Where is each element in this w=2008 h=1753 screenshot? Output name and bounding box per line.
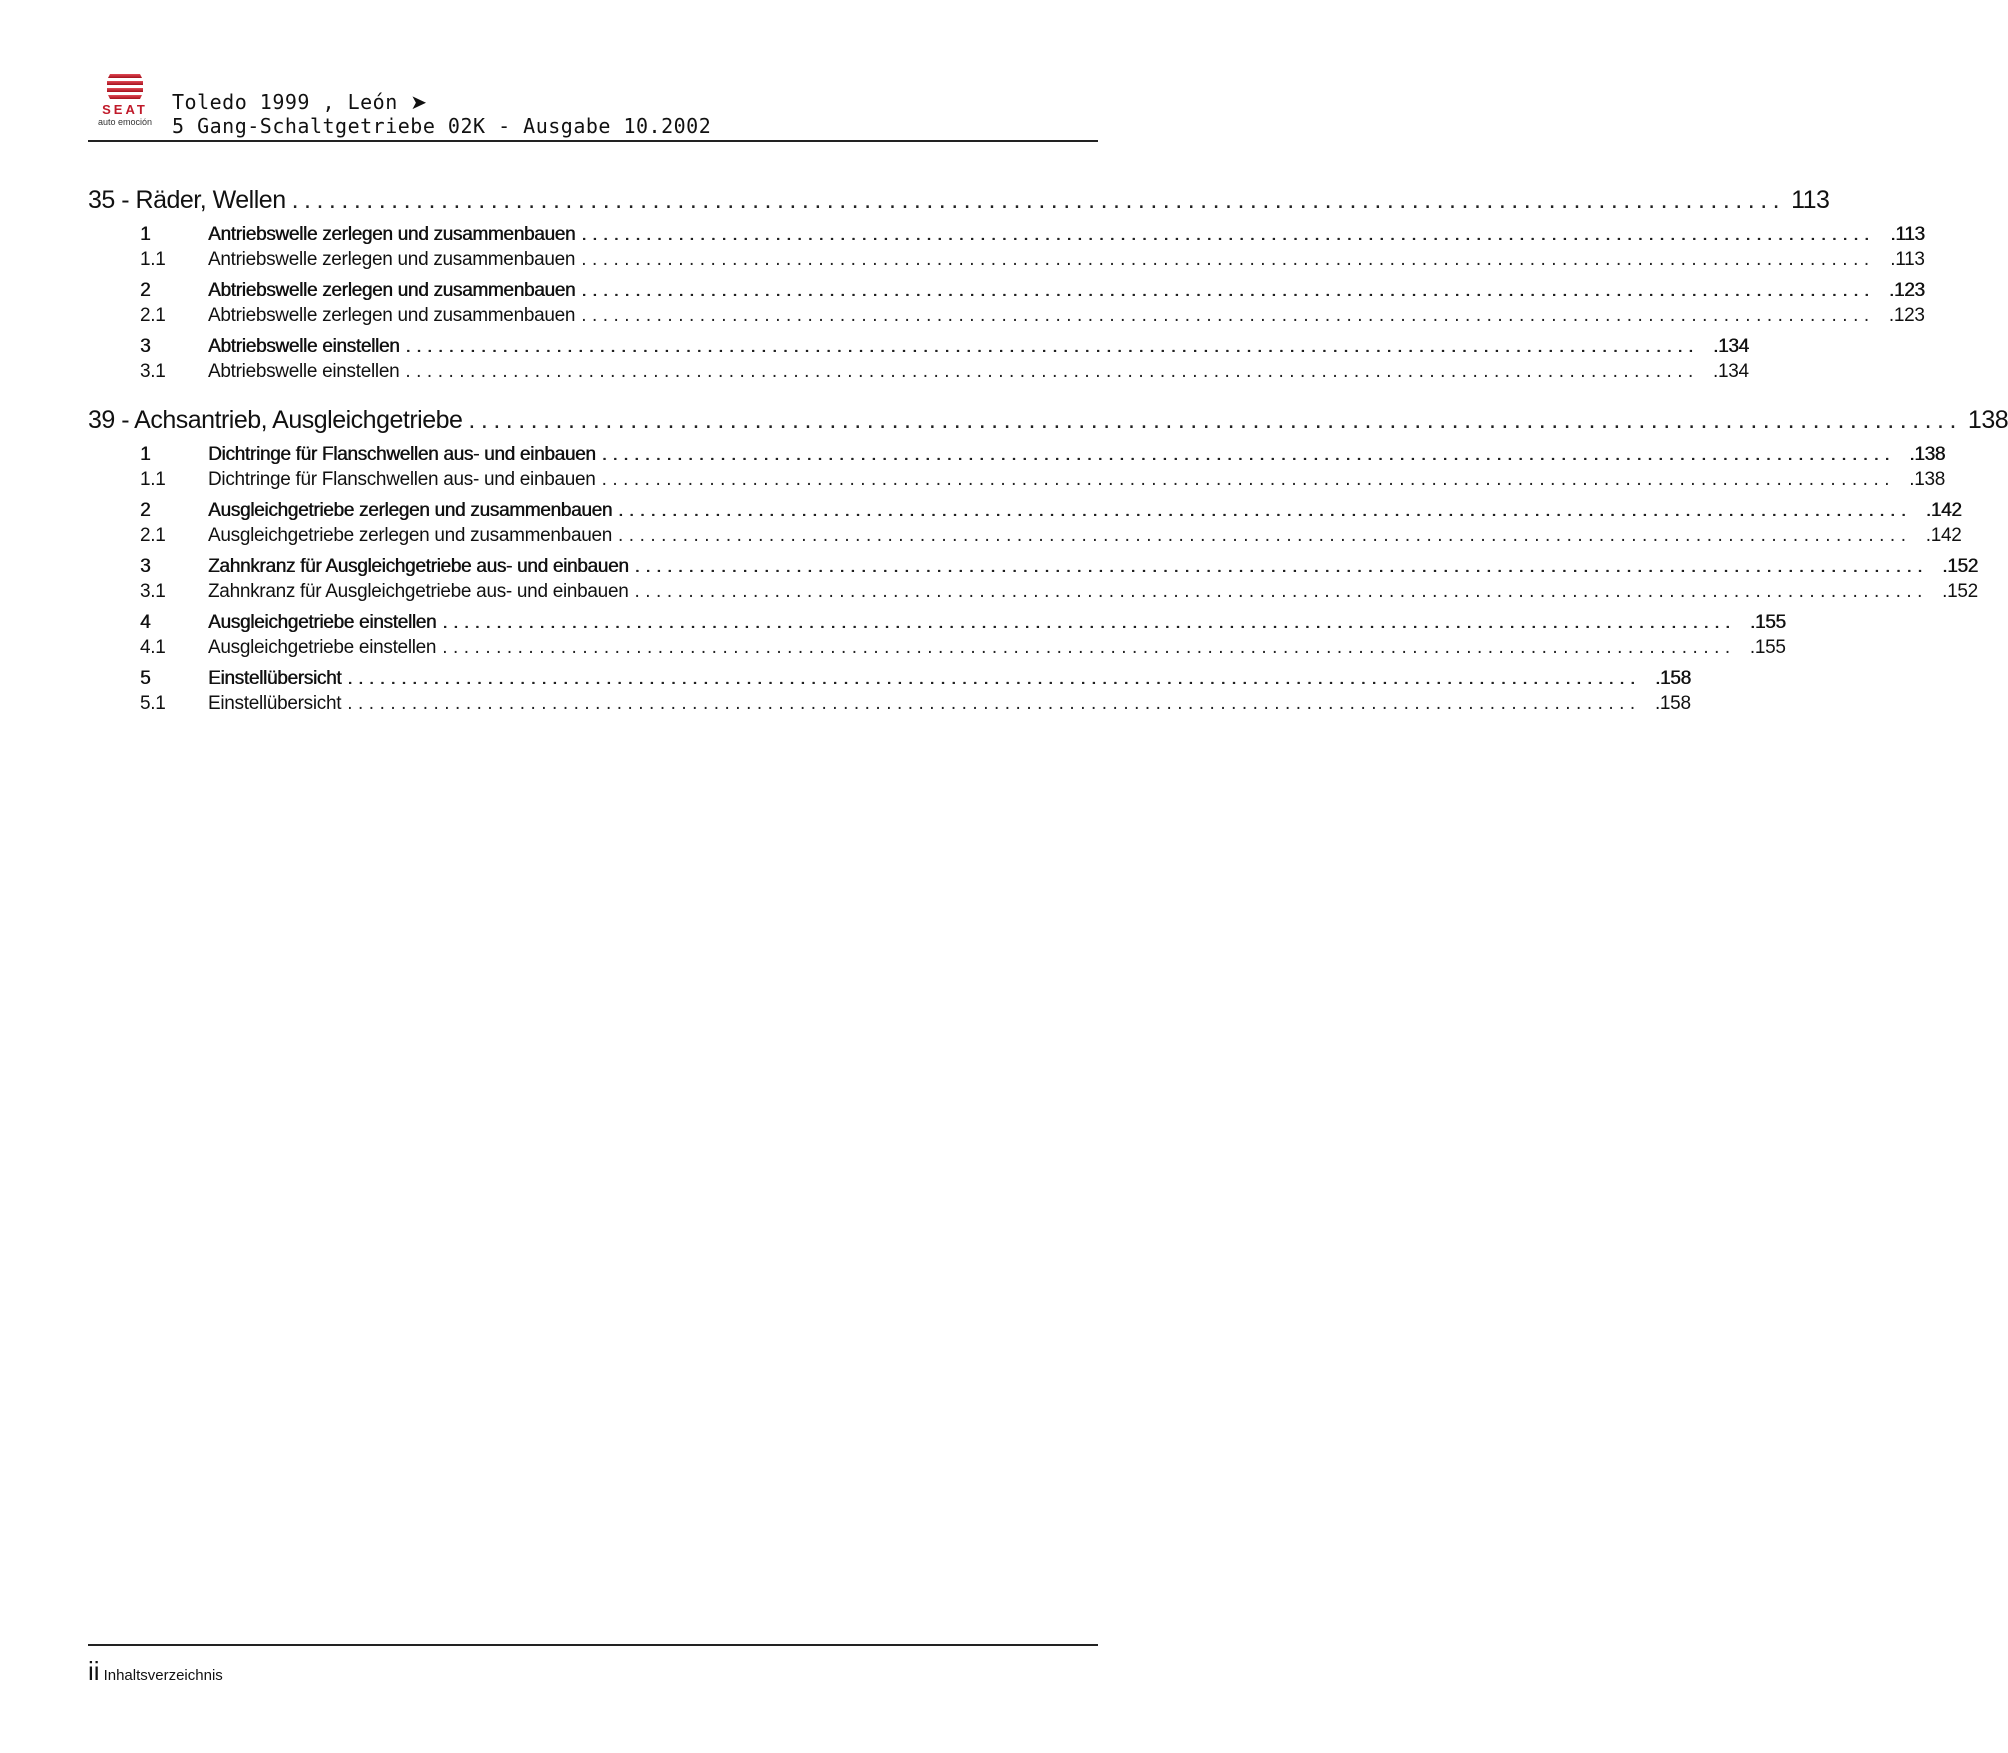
section-page: .123 bbox=[1888, 280, 1925, 301]
toc-chapter-entry[interactable] bbox=[88, 406, 2008, 436]
section-number: 1 bbox=[140, 444, 151, 465]
dot-leader: ........................................................................................................................ bbox=[405, 336, 1699, 357]
section-title: Abtriebswelle zerlegen und zusammenbauen bbox=[208, 280, 576, 301]
subsection-title: Zahnkranz für Ausgleichgetriebe aus- und einbauen bbox=[208, 581, 629, 602]
subsection-page: .142 bbox=[1925, 525, 1962, 546]
dot-leader: ........................................................................................................................ bbox=[618, 500, 1912, 521]
dot-leader: ........................................................................................................................ bbox=[581, 224, 1875, 245]
dot-leader: ........................................................................................................................ bbox=[291, 186, 1786, 214]
toc-section-entry[interactable] bbox=[88, 224, 1925, 249]
subsection-number: 2.1 bbox=[140, 305, 166, 326]
section-page: .155 bbox=[1749, 612, 1786, 633]
dot-leader: ........................................................................................................................ bbox=[581, 305, 1875, 326]
dot-leader: ........................................................................................................................ bbox=[634, 556, 1928, 577]
page-number: ii bbox=[88, 1656, 100, 1686]
section-page: .158 bbox=[1654, 668, 1691, 689]
subsection-title: Einstellübersicht bbox=[208, 693, 342, 714]
subsection-number: 3.1 bbox=[140, 581, 166, 602]
section-page: .134 bbox=[1713, 336, 1749, 357]
toc-section-group bbox=[88, 556, 1978, 606]
section-page: .152 bbox=[1942, 556, 1978, 577]
toc-section-entry[interactable] bbox=[88, 500, 1962, 525]
section-title: Ausgleichgetriebe einstellen bbox=[208, 612, 437, 633]
toc-subsection-entry[interactable] bbox=[88, 581, 1978, 606]
subsection-number: 4.1 bbox=[140, 637, 166, 658]
dot-leader: ........................................................................................................................ bbox=[581, 249, 1875, 270]
toc-chapter-entry[interactable] bbox=[88, 186, 1830, 216]
subsection-title: Abtriebswelle einstellen bbox=[208, 361, 400, 382]
toc-section-entry[interactable] bbox=[88, 444, 1946, 469]
dot-leader: ........................................................................................................................ bbox=[468, 406, 1962, 434]
toc-subsection-entry[interactable] bbox=[88, 305, 1925, 330]
section-number: 2 bbox=[140, 500, 151, 521]
section-title: Dichtringe für Flanschwellen aus- und einbauen bbox=[208, 444, 596, 465]
section-title: Abtriebswelle einstellen bbox=[208, 336, 400, 357]
subsection-number: 5.1 bbox=[140, 693, 166, 714]
section-number: 5 bbox=[140, 668, 151, 689]
document-title-line2: 5 Gang-Schaltgetriebe 02K - Ausgabe 10.2002 bbox=[172, 114, 712, 138]
subsection-number: 1.1 bbox=[140, 469, 166, 490]
subsection-page: .113 bbox=[1890, 249, 1925, 270]
toc-section-group bbox=[88, 612, 1786, 662]
dot-leader: ........................................................................................................................ bbox=[442, 637, 1736, 658]
section-number: 1 bbox=[140, 224, 151, 245]
toc-section-entry[interactable] bbox=[88, 336, 1749, 361]
section-title: Zahnkranz für Ausgleichgetriebe aus- und einbauen bbox=[208, 556, 629, 577]
subsection-title: Antriebswelle zerlegen und zusammenbauen bbox=[208, 249, 576, 270]
toc-subsection-entry[interactable] bbox=[88, 525, 1962, 550]
section-page: .138 bbox=[1909, 444, 1946, 465]
footer-label: Inhaltsverzeichnis bbox=[103, 1667, 223, 1684]
toc-section-entry[interactable] bbox=[88, 556, 1978, 581]
dot-leader: ........................................................................................................................ bbox=[405, 361, 1699, 382]
document-title-line1 bbox=[172, 90, 428, 114]
toc-section-group bbox=[88, 444, 1946, 494]
subsection-page: .158 bbox=[1654, 693, 1691, 714]
dot-leader: ........................................................................................................................ bbox=[601, 444, 1896, 465]
subsection-page: .134 bbox=[1713, 361, 1749, 382]
toc-subsection-entry[interactable] bbox=[88, 361, 1749, 386]
toc-section-group bbox=[88, 668, 1691, 718]
toc-section-group bbox=[88, 500, 1962, 550]
section-number: 3 bbox=[140, 556, 151, 577]
seat-logo-emblem-icon bbox=[88, 72, 162, 102]
brand-name: SEAT bbox=[102, 102, 148, 117]
subsection-title: Abtriebswelle zerlegen und zusammenbauen bbox=[208, 305, 576, 326]
header-divider bbox=[88, 140, 1098, 142]
toc-subsection-entry[interactable] bbox=[88, 249, 1925, 274]
section-page: .113 bbox=[1890, 224, 1925, 245]
toc-section-entry[interactable] bbox=[88, 668, 1691, 693]
seat-logo bbox=[88, 72, 162, 130]
dot-leader: ........................................................................................................................ bbox=[634, 581, 1928, 602]
subsection-number: 1.1 bbox=[140, 249, 166, 270]
subsection-title: Ausgleichgetriebe einstellen bbox=[208, 637, 437, 658]
subsection-page: .138 bbox=[1909, 469, 1946, 490]
chapter-spacer bbox=[88, 392, 1098, 406]
chapter-page: 113 bbox=[1791, 186, 1830, 214]
toc-section-entry[interactable] bbox=[88, 612, 1786, 637]
footer-divider bbox=[88, 1644, 1098, 1646]
dot-leader: ........................................................................................................................ bbox=[347, 693, 1641, 714]
document-title-text: Toledo 1999 , León bbox=[172, 90, 398, 114]
dot-leader: ........................................................................................................................ bbox=[347, 668, 1641, 689]
dot-leader: ........................................................................................................................ bbox=[601, 469, 1896, 490]
subsection-page: .155 bbox=[1749, 637, 1786, 658]
subsection-number: 2.1 bbox=[140, 525, 166, 546]
toc-subsection-entry[interactable] bbox=[88, 693, 1691, 718]
section-title: Antriebswelle zerlegen und zusammenbauen bbox=[208, 224, 576, 245]
toc-section-group bbox=[88, 280, 1925, 330]
subsection-title: Dichtringe für Flanschwellen aus- und einbauen bbox=[208, 469, 596, 490]
section-title: Ausgleichgetriebe zerlegen und zusammenbauen bbox=[208, 500, 613, 521]
dot-leader: ........................................................................................................................ bbox=[581, 280, 1875, 301]
toc-section-group bbox=[88, 336, 1749, 386]
dot-leader: ........................................................................................................................ bbox=[618, 525, 1912, 546]
chapter-title: 35 - Räder, Wellen bbox=[88, 186, 286, 214]
toc-section-group bbox=[88, 224, 1925, 274]
section-number: 2 bbox=[140, 280, 151, 301]
subsection-number: 3.1 bbox=[140, 361, 166, 382]
chapter-title: 39 - Achsantrieb, Ausgleichgetriebe bbox=[88, 406, 463, 434]
brand-tagline: auto emoción bbox=[97, 117, 153, 127]
section-title: Einstellübersicht bbox=[208, 668, 342, 689]
subsection-title: Ausgleichgetriebe zerlegen und zusammenbauen bbox=[208, 525, 613, 546]
page-header bbox=[88, 72, 1098, 142]
dot-leader: ........................................................................................................................ bbox=[442, 612, 1736, 633]
chapter-page: 138 bbox=[1967, 406, 2008, 434]
subsection-page: .123 bbox=[1888, 305, 1925, 326]
page-footer bbox=[88, 1656, 223, 1687]
section-page: .142 bbox=[1925, 500, 1962, 521]
section-number: 4 bbox=[140, 612, 151, 633]
toc-subsection-entry[interactable] bbox=[88, 637, 1786, 662]
subsection-page: .152 bbox=[1942, 581, 1978, 602]
toc-section-entry[interactable] bbox=[88, 280, 1925, 305]
section-number: 3 bbox=[140, 336, 151, 357]
arrow-right-icon: ➤ bbox=[410, 90, 428, 114]
table-of-contents bbox=[88, 186, 2008, 724]
toc-subsection-entry[interactable] bbox=[88, 469, 1946, 494]
